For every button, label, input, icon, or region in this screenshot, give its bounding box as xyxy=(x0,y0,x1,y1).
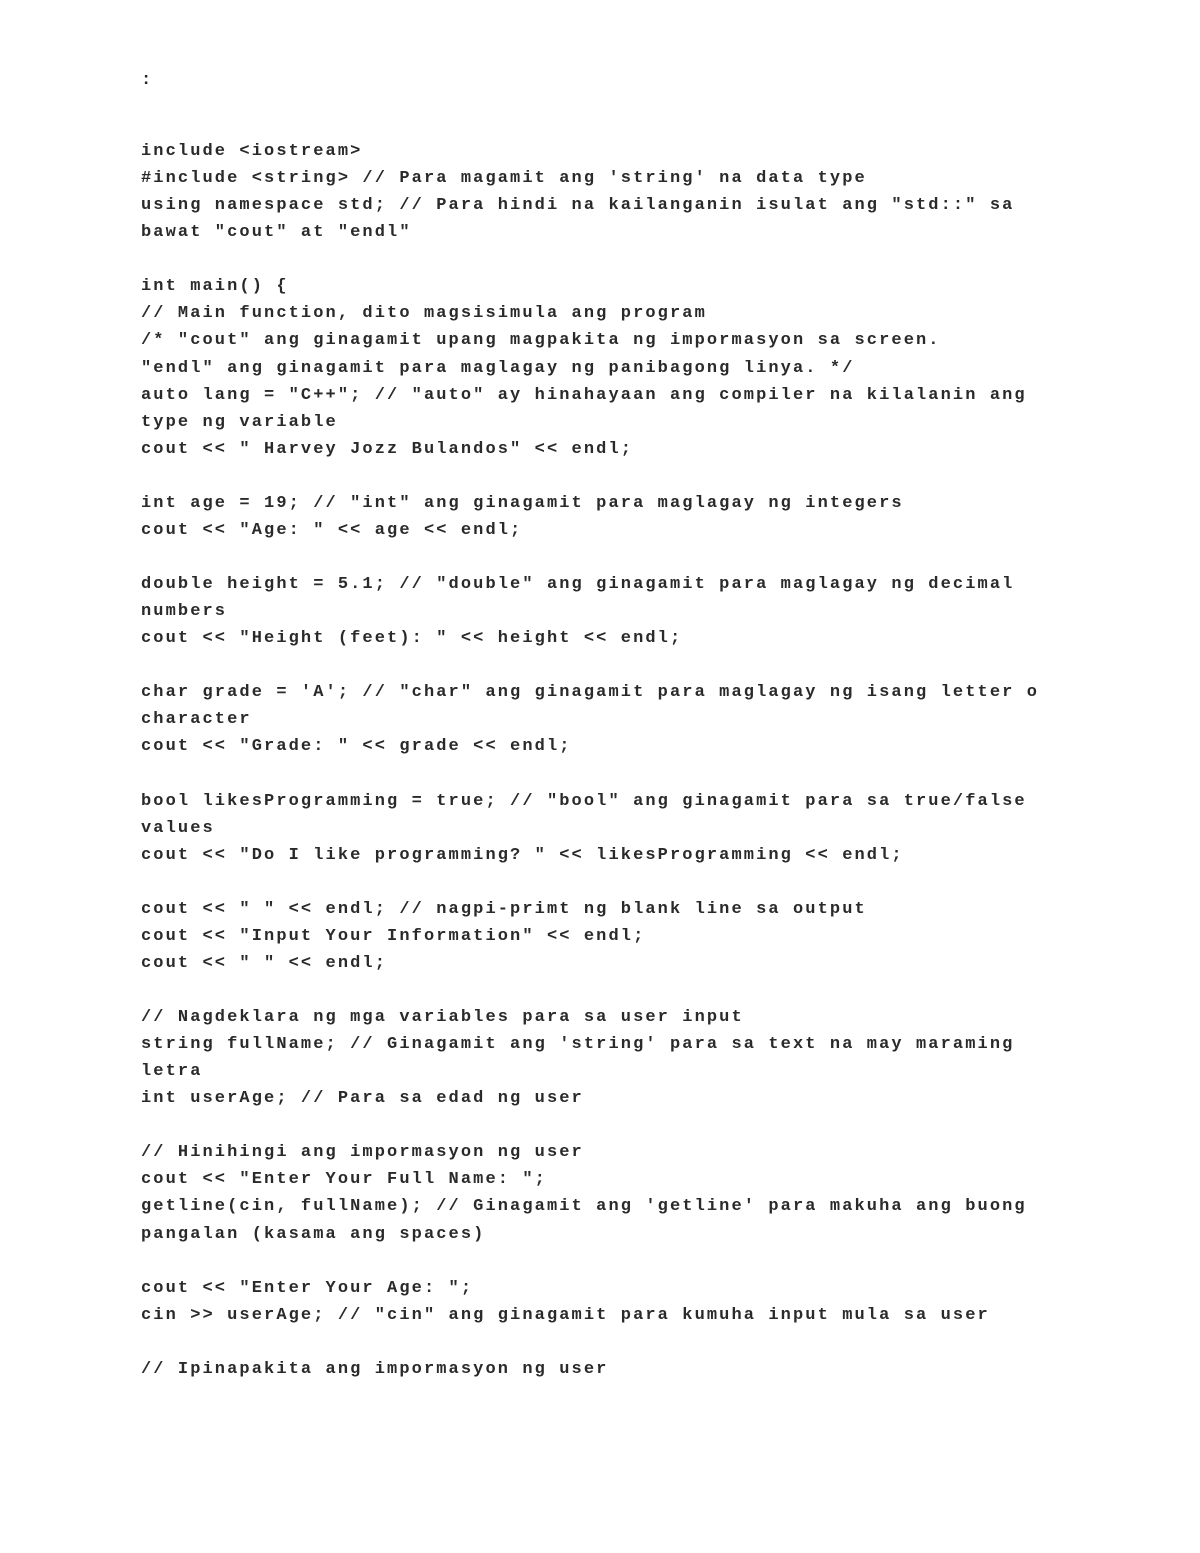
code-line: int age = 19; // "int" ang ginagamit para maglagay ng integers xyxy=(141,493,904,513)
code-line xyxy=(141,977,1039,1004)
code-line: letra xyxy=(141,1062,203,1082)
code-line: double height = 5.1; // "double" ang ginagamit para maglagay ng decimal xyxy=(141,575,1015,594)
code-line: // Hinihingi ang impormasyon ng user xyxy=(141,1143,584,1163)
code-line xyxy=(141,544,1039,571)
code-line: numbers xyxy=(141,602,228,622)
code-line: // Nagdeklara ng mga variables para sa user input xyxy=(141,1008,744,1027)
code-line xyxy=(141,1112,1039,1139)
code-block xyxy=(141,138,1039,1383)
code-line: // Ipinapakita ang impormasyon ng user xyxy=(141,1359,609,1379)
code-line: include <iostream> xyxy=(141,142,363,161)
code-line: char grade = 'A'; // "char" ang ginagamit para maglagay ng isang letter o xyxy=(141,683,1040,703)
code-line: "endl" ang ginagamit para maglagay ng panibagong linya. */ xyxy=(141,358,855,378)
code-line xyxy=(141,246,1039,273)
code-line: #include <string> // Para magamit ang 'string' na data type xyxy=(141,169,867,189)
code-line: cin >> userAge; // "cin" ang ginagamit para kumuha input mula sa user xyxy=(141,1305,990,1325)
code-line: cout << "Input Your Information" << endl; xyxy=(141,926,646,946)
code-line: cout << " " << endl; xyxy=(141,953,388,973)
code-line: bawat "cout" at "endl" xyxy=(141,223,412,243)
code-line: cout << "Height (feet): " << height << endl; xyxy=(141,629,683,649)
code-line: auto lang = "C++"; // "auto" ay hinahayaan ang compiler na kilalanin ang xyxy=(141,385,1027,405)
code-line: cout << "Do I like programming? " << likesProgramming << endl; xyxy=(141,845,904,865)
code-line: // Main function, dito magsisimula ang program xyxy=(141,304,707,324)
code-line xyxy=(141,760,1039,787)
code-line: type ng variable xyxy=(141,412,338,432)
code-line: cout << " Harvey Jozz Bulandos" << endl; xyxy=(141,439,634,459)
code-line: pangalan (kasama ang spaces) xyxy=(141,1224,486,1244)
code-line xyxy=(141,652,1039,679)
code-line xyxy=(141,1329,1039,1356)
code-line: cout << "Enter Your Full Name: "; xyxy=(141,1170,547,1190)
code-line: bool likesProgramming = true; // "bool" ang ginagamit para sa true/false xyxy=(141,791,1027,811)
code-line: getline(cin, fullName); // Ginagamit ang 'getline' para makuha ang buong xyxy=(141,1197,1027,1217)
code-line: cout << "Grade: " << grade << endl; xyxy=(141,737,572,757)
code-line: int main() { xyxy=(141,277,289,297)
header-colon: : xyxy=(141,71,152,90)
code-line xyxy=(141,1248,1039,1275)
code-line: using namespace std; // Para hindi na kailanganin isulat ang "std::" sa xyxy=(141,196,1015,216)
code-line: cout << "Enter Your Age: "; xyxy=(141,1278,474,1298)
code-line: values xyxy=(141,818,215,838)
code-line: /* "cout" ang ginagamit upang magpakita ng impormasyon sa screen. xyxy=(141,331,941,351)
code-line xyxy=(141,869,1039,896)
code-line: character xyxy=(141,710,252,730)
code-line: string fullName; // Ginagamit ang 'string' para sa text na may maraming xyxy=(141,1035,1015,1055)
code-line: cout << "Age: " << age << endl; xyxy=(141,520,523,540)
code-line: cout << " " << endl; // nagpi-primt ng blank line sa output xyxy=(141,899,867,919)
code-line: int userAge; // Para sa edad ng user xyxy=(141,1089,584,1109)
code-line xyxy=(141,463,1039,490)
